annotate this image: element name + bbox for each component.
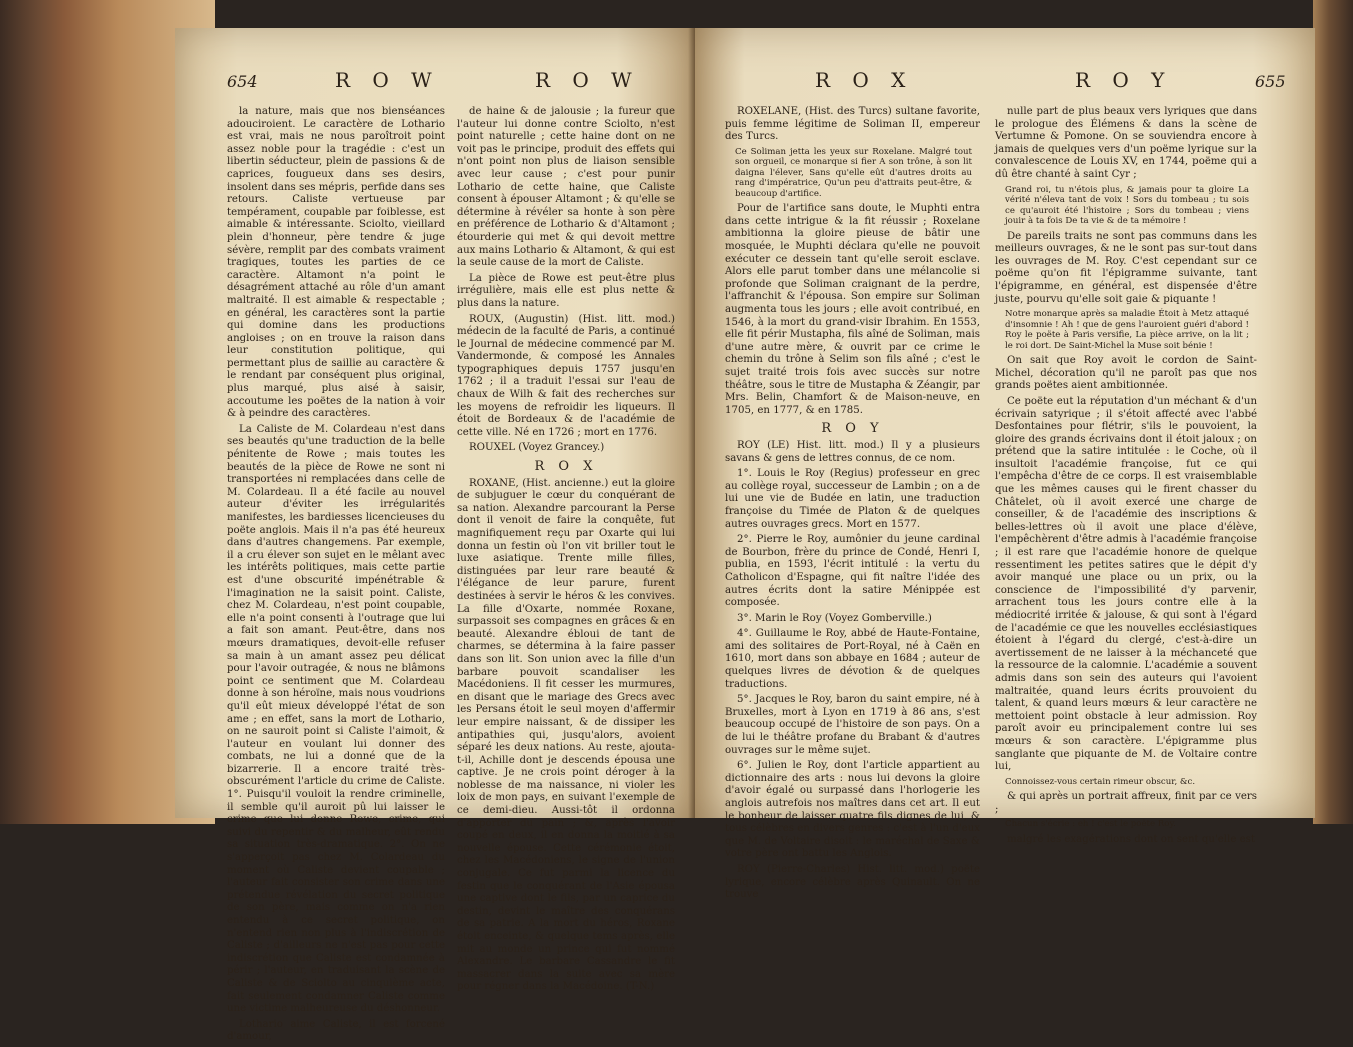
- verse-quotation: Chacun s'écrie : eh ! c'est le poëte Roy.: [1005, 819, 1176, 830]
- right-page-column-2: [995, 106, 1257, 850]
- running-header-right-col2: R O Y: [1075, 68, 1173, 92]
- section-heading: R O X: [534, 459, 598, 475]
- paragraph: ROY (LE) Hist. litt. mod.) Il y a plusieurs savans & gens de lettres connus, de ce nom.: [725, 439, 980, 464]
- page-number-left: 654: [227, 72, 258, 91]
- paragraph: 2°. Pierre le Roy, aumônier du jeune cardinal de Bourbon, frère du prince de Condé, Henri I, publia, en 1593, l'écrit intitulé : la vertu du Catholicon d'Espagne, qui fit naître l'idée des autres écrits dont la satire Ménippée est composée.: [725, 534, 980, 609]
- book-edge-right: [1313, 0, 1353, 824]
- verse-quotation: Connoissez-vous certain rimeur obscur, &c.: [1005, 776, 1196, 787]
- paragraph: La pièce de Rowe est peut-être plus irrégulière, mais elle est plus nette & plus dans la nature.: [457, 272, 675, 309]
- paragraph: ROXANE, (Hist. ancienne.) eut la gloire de subjuguer le cœur du conquérant de sa nation. Alexandre parcourant la Perse dont il venoit de faire la conquête, fut magnifiquement reçu par Oxarte qui lui donna un festin où l'on vit briller tout le luxe asiatique. Trente mille filles, distinguées par leur rare beauté & l'élégance de leur parure, furent destinées à servir le héros & les convives. La fille d'Oxarte, nommée Roxane, surpassoit ses compagnes en grâces & en beauté. Alexandre ébloui de tant de charmes, se détermina à la faire passer dans son lit. Son union avec la fille d'un barbare pouvoit scandaliser les Macédoniens. Il fit cesser les murmures, en disant que le mariage des Grecs avec les Persans étoit le seul moyen d'affermir leur empire naissant, & de dissiper les antipathies qui, jusqu'alors, avoient séparé les deux nations. Au reste, ajouta-t-il, Achille dont je descends épousa une captive. Je ne crois point déroger à la noblesse de ma naissance, ni violer les loix de mon pays, en suivant l'exemple de ce demi-dieu. Aussi-tôt il ordonna d'apporter du pain ; &, après l'avoir coupé en deux, il en donna la moitié à sa nouvelle épouse. Cette cérémonie étoit, chez les Macédoniens, le signe de l'union conjugale. Ce fut parmi la licence du festin que le conquérant de l'Asie épousa une captive dont le fils, par un caprice du destin, devint le maître des conquérans de sa patrie. A la mort du héros, Roxane étoit enceinte, & quelque tems après, elle mit au monde un prince qui fut nommé Alexandre. Le barbare Cassandre le fit massacrer dans la suite avec sa mère pour régner dans la Macédoine. (T-N.): [457, 477, 675, 993]
- right-page-column-1: [725, 106, 980, 905]
- paragraph: ROUX, (Augustin) (Hist. litt. mod.) médecin de la faculté de Paris, a continué le Journal de médecine commencé par M. Vandermonde, & composé les Annales typographiques depuis 1757 jusqu'en 1762 ; il a traduit l'essai sur l'eau de chaux de Wilh & fait des recherches sur les moyens de refroidir les liqueurs. Il étoit de Bordeaux & de l'académie de cette ville. Né en 1726 ; mort en 1776.: [457, 313, 675, 438]
- paragraph: nulle part de plus beaux vers lyriques que dans le prologue des Élémens & dans la scène de Vertumne & Pomone. On se souviendra encore à jamais de quelques vers d'un poëme lyrique sur la convalescence de Louis XV, en 1744, poëme qui a dû être chanté à saint Cyr ;: [995, 106, 1257, 180]
- paragraph: Pour de l'artifice sans doute, le Muphti entra dans cette intrigue & la fit réussir ; Roxelane ambitionna la gloire pieuse de bâtir une mosquée, le Muphti déclara qu'elle ne pouvoit exécuter ce dessein tant qu'elle seroit esclave. Alors elle parut tomber dans une mélancolie si profonde que Soliman craignant de la perdre, l'affranchit & l'épousa. Son empire sur Soliman augmenta tous les jours ; elle avoit contribué, en 1546, à la mort du grand-visir Ibrahim. En 1553, elle fit périr Mustapha, fils aîné de Soliman, mais d'une autre mère, & ouvrit par ce crime le chemin du trône à Selim son fils aîné ; c'est le sujet traité trois fois avec succès sur notre théâtre, sous le titre de Mustapha & Zéangir, par Mrs. Belin, Chamfort & de Maison-neuve, en 1705, en 1777, & en 1785.: [725, 203, 980, 416]
- left-page-column-2: [457, 106, 675, 997]
- page-number-right: 655: [1255, 72, 1286, 91]
- paragraph: la nature, mais que nos bienséances adouciroient. Le caractère de Lothario est vrai, mais ne nous paroîtroit point assez noble pour la tragédie : c'est un libertin séducteur, plein de passions & de caprices, fougueux dans ses desirs, insolent dans ses mépris, perfide dans ses retours. Caliste vertueuse par tempérament, coupable par foiblesse, est aimable & intéressante. Sciolto, vieillard plein d'honneur, père tendre & juge sévère, remplit par des combats vraiment tragiques, toutes les parties de ce caractère. Altamont n'a point le désagrément attaché au rôle d'un amant maltraité. Il est aimable & respectable ; en général, les caractères sont la partie qui domine dans les productions angloises ; on en trouve la raison dans leur constitution politique, qui permettant plus de saillie au caractère & le rendant par conséquent plus original, plus marqué, plus aisé à saisir, accoutume les poëtes de la nation à voir & à peindre des caractères.: [227, 106, 445, 420]
- paragraph: On sait que Roy avoit le cordon de Saint-Michel, décoration qu'il ne paroît pas que nos grands poëtes aient ambitionnée.: [995, 355, 1257, 392]
- running-header-left-col2: R O W: [535, 68, 640, 92]
- verse-quotation: Ce Soliman jetta les yeux sur Roxelane. Malgré tout son orgueil, ce monarque si fier A son trône, à son lit daigna l'élever, Sans qu'elle eût d'autres droits au rang d'impératrice, Qu'un peu d'attraits peut-être, & beaucoup d'artifice.: [735, 146, 972, 199]
- running-header-right-col1: R O X: [815, 68, 914, 92]
- left-page-column-1: [227, 106, 445, 1047]
- right-page: [695, 28, 1315, 901]
- left-page: [175, 28, 695, 1043]
- paragraph: Ce poëte eut la réputation d'un méchant & d'un écrivain satyrique ; il s'étoit affecté avec l'abbé Desfontaines pour flétrir, s'ils le pouvoient, la gloire des grands écrivains dont il étoit jaloux ; on prétend que la satire intitulée : le Coche, où il insultoit l'académie françoise, fut ce qui l'empêcha d'être de ce corps. Il est vraisemblable que les mêmes causes qui le firent chasser du Châtelet, où il avoit exercé une charge de conseiller, & de l'académie des inscriptions & belles-lettres où il avoit une place d'élève, l'empêchèrent d'être admis à l'académie françoise ; il est rare que l'académie honore de quelque ressentiment les petites satires que le dépit d'y avoir manqué une place ou un prix, ou la conscience de l'impossibilité d'y parvenir, arrachent tous les jours contre elle à la médiocrité irritée & jalouse, & qui sont à l'égard de l'académie ce que les nouvelles ecclésiastiques étoient à l'égard du clergé, c'est-à-dire un avertissement de ne laisser à la méchanceté que la ressource de la calomnie. L'académie a souvent admis dans son sein des auteurs qui l'avoient maltraitée, quand leurs écrits prouvoient du talent, & quand leurs mœurs & leur caractère ne mettoient point obstacle à leur admission. Roy paroît avoir eu principalement contre lui ses mœurs & son caractère. L'épigramme plus sanglante que piquante de M. de Voltaire contre lui,: [995, 395, 1257, 773]
- paragraph: Lothario aime Caliste, il est forcené d'amour,: [227, 1018, 445, 1043]
- paragraph: de haine & de jalousie ; la fureur que l'auteur lui donne contre Sciolto, n'est point naturelle ; cette haine dont on ne voit pas le principe, produit des effets qui n'ont point non plus de liaison sensible avec leur cause ; c'est pour punir Lothario de cette haine, que Caliste consent à épouser Altamont ; & qu'elle se détermine à révéler sa honte à son père en préférence de Lothario & d'Altamont ; étourderie qui met & qui devoit mettre aux mains Lothario & Altamont, & qui est la seule cause de la mort de Caliste.: [457, 106, 675, 269]
- paragraph: De pareils traits ne sont pas communs dans les meilleurs ouvrages, & ne le sont pas sur-tout dans les ouvrages de M. Roy. C'est cependant sur ce poëme qu'on fit l'épigramme suivante, tant l'épigramme, en général, est dispensée d'être juste, pourvu qu'elle soit gaie & piquante !: [995, 230, 1257, 305]
- paragraph: 1°. Louis le Roy (Regius) professeur en grec au collège royal, successeur de Lambin ; on a de lui une vie de Budée en latin, une traduction françoise du Timée de Platon & de quelques autres ouvrages grecs. Mort en 1577.: [725, 468, 980, 530]
- paragraph: & qui après un portrait affreux, finit par ce vers ;: [995, 791, 1257, 815]
- paragraph: 3°. Marin le Roy (Voyez Gomberville.): [737, 612, 932, 624]
- paragraph: malgré les exagérations dont on sent qu'elle est: [1007, 833, 1255, 845]
- paragraph: 5°. Jacques le Roy, baron du saint empire, né à Bruxelles, mort à Lyon en 1719 à 86 ans, s'est beaucoup occupé de l'histoire de son pays. On a de lui le théâtre profane du Brabant & d'autres ouvrages sur le même sujet.: [725, 694, 980, 756]
- paragraph: 4°. Guillaume le Roy, abbé de Haute-Fontaine, ami des solitaires de Port-Royal, né à Caën en 1610, mort dans son abbaye en 1684 ; auteur de quelques livres de dévotion & de quelques traductions.: [725, 628, 980, 690]
- paragraph: ROUXEL (Voyez Grancey.): [469, 442, 605, 454]
- paragraph: 6°. Julien le Roy, dont l'article appartient au dictionnaire des arts : nous lui devons la gloire d'avoir égalé ou surpassé dans l'horlogerie les anglois autrefois nos maîtres dans cet art. Il eut le bonheur de laisser quatre fils dignes de lui, & tous célèbres en divers genres : c'est à l'un d'eux que M. de Voltaire disoit : le maréchal de Saxe & votre père ont battu les Anglois.: [725, 760, 980, 860]
- paragraph: ROY (Pierre-Charles) Hist. litt. mod.) poëte lyrique, encore célèbre après Quinault. On ne trouve: [725, 863, 980, 901]
- section-heading: R O Y: [821, 421, 884, 437]
- paragraph: ROXELANE, (Hist. des Turcs) sultane favorite, puis femme légitime de Soliman II, empereur des Turcs.: [725, 106, 980, 143]
- verse-quotation: Grand roi, tu n'étois plus, & jamais pour ta gloire La vérité n'éleva tant de voix ! Sors du tombeau ; tu sois ce qu'auroit été l'histoire ; Sors du tombeau ; viens jouir à ta fois De ta vie & de ta mémoire !: [1005, 184, 1249, 227]
- verse-quotation: Notre monarque après sa maladie Étoit à Metz attaqué d'insomnie ! Ah ! que de gens l'auroient guéri d'abord ! Roy le poëte à Paris versifie, La pièce arrive, on la lit ; le roi dort. De Saint-Michel la Muse soit bénie !: [1005, 309, 1249, 351]
- paragraph: La Caliste de M. Colardeau n'est dans ses beautés qu'une traduction de la belle pénitente de Rowe ; mais toutes les beautés de la pièce de Rowe ne sont ni transportées ni remplacées dans celle de M. Colardeau. Il a été facile au nouvel auteur d'éviter les irrégularités manifestes, les bardiesses licencieuses du poëte anglois. Mais il n'a pas été heureux dans d'autres changemens. Par exemple, il a cru élever son sujet en le mêlant avec les intérêts politiques, mais cette partie est d'une obscurité impénétrable & l'imagination ne la saisit point. Caliste, chez M. Colardeau, n'est point coupable, elle n'a point consenti à l'outrage que lui a fait son amant. Peut-être, dans nos mœurs dramatiques, devoit-elle refuser sa main à un amant assez peu délicat pour l'avoir outragée, & nous ne blâmons point ce sentiment que M. Colardeau donne à son héroïne, mais nous voudrions qu'il eût mieux développé l'état de son ame ; en effet, sans la mort de Lothario, on ne sauroit point si Caliste l'aimoit, & l'auteur en voulant lui donner des combats, ne lui a donné que de la bizarrerie. Il a encore traité très-obscurément l'article du crime de Caliste. 1°. Puisqu'il vouloit la rendre criminelle, il semble qu'il auroit pû lui laisser le crime que lui donne Rowe, crime, qui suivi du repentir & du malheur, eût rendu sa situation très-dramatique. 2°. On ne s'apperçoit pas chez M. Colardeau du moment où Caliste devient coupable ; l'auteur fait consister son crime dans une prétendue révélation du secret politique de son père, mais comme on n'a rien entendu à ce secret politique, on n'entend rien non plus à l'indiscrétion de Caliste ; d'ailleurs ne n'est pas pour cette indiscrétion que Caliste est condamnée à périr ; l'auteur, en traduisant la scène de Caliste & de Sciolto au cinquième acte, fait seulement condamner Caliste comme une victime malheureuse du déshonneur.: [227, 423, 445, 1015]
- running-header-left-col1: R O W: [335, 68, 440, 92]
